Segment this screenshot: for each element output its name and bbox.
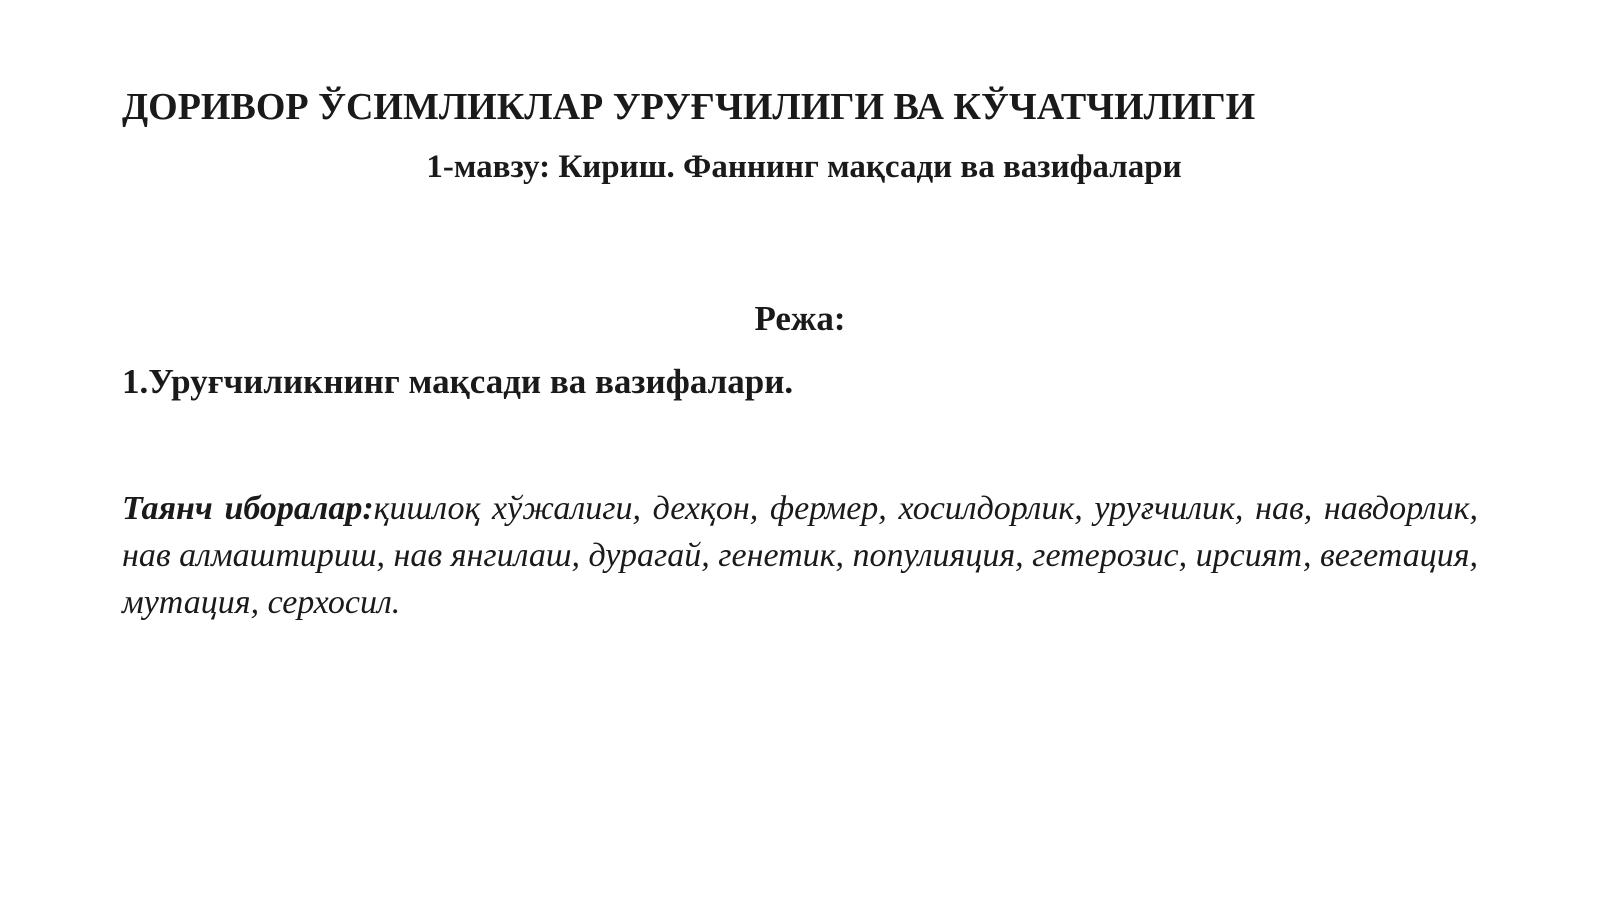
keywords-text: қишлоқ хўжалиги, дехқон, фермер, хосилдорлик, уруғчилик, нав, навдорлик, нав алмаштириш, нав янгилаш, дурагай, генетик, популияция, гетерозис, ирсият, вегетация, мутация, серхосил. [122, 490, 1478, 621]
slide-title: ДОРИВОР ЎСИМЛИКЛАР УРУҒЧИЛИГИ ВА КЎЧАТЧИЛИГИ [122, 86, 1256, 128]
plan-heading: Режа: [754, 299, 846, 338]
plan-item: 1.Уруғчиликнинг мақсади ва вазифалари. [122, 362, 794, 401]
slide-subtitle-text: 1-мавзу: Кириш. Фаннинг мақсади ва вазифалари [426, 149, 1182, 185]
keywords-label: Таянч иборалар: [122, 490, 374, 527]
slide-subtitle [0, 148, 1600, 188]
keywords-paragraph [122, 485, 1478, 626]
